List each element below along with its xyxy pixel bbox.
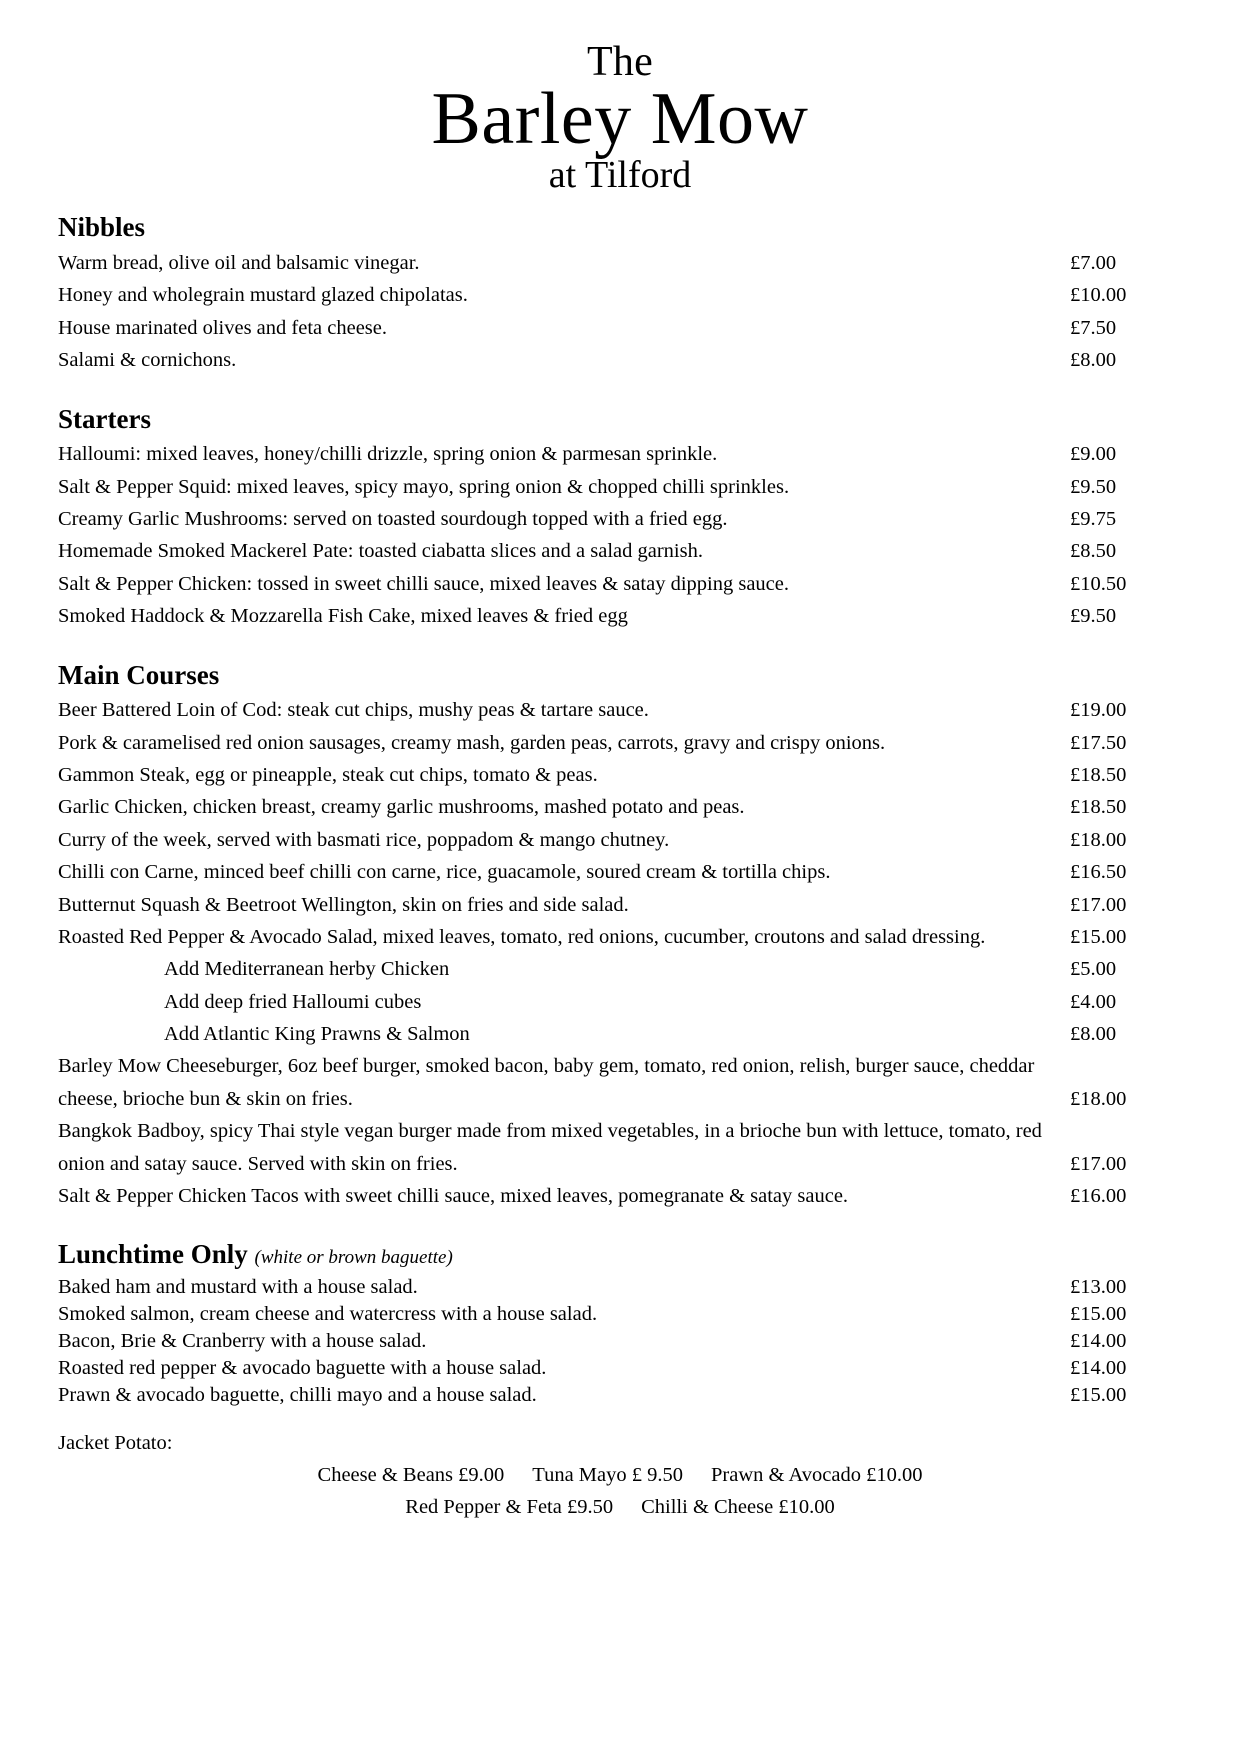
jacket-potato-option: Tuna Mayo £ 9.50 <box>532 1464 684 1487</box>
menu-item-price: £17.50 <box>1070 731 1127 754</box>
menu-item-row <box>58 921 1182 953</box>
menu-item-description: Homemade Smoked Mackerel Pate: toasted ciabatta slices and a salad garnish. <box>58 540 703 563</box>
menu-item-description: Roasted red pepper & avocado baguette with a house salad. <box>58 1357 547 1380</box>
menu-item-row <box>58 344 1182 376</box>
menu-section <box>58 403 1182 633</box>
menu-item-price: £7.00 <box>1070 252 1117 275</box>
menu-item-description: Warm bread, olive oil and balsamic vinegar. <box>58 252 420 275</box>
menu-item-price: £17.00 <box>1070 1152 1127 1175</box>
menu-item-price: £8.50 <box>1070 540 1117 563</box>
section-heading-text: Lunchtime Only <box>58 1239 248 1270</box>
menu-item-price: £17.00 <box>1070 893 1127 916</box>
menu-item-description: Smoked Haddock & Mozzarella Fish Cake, mixed leaves & fried egg <box>58 605 628 628</box>
menu-item-price: £14.00 <box>1070 1357 1127 1380</box>
menu-item-description: Salt & Pepper Chicken Tacos with sweet chilli sauce, mixed leaves, pomegranate & satay sauce. <box>58 1184 849 1207</box>
menu-item-list <box>58 694 1182 1212</box>
menu-item-price: £15.00 <box>1070 1384 1127 1407</box>
menu-item-price: £9.50 <box>1070 475 1117 498</box>
menu-sections <box>58 211 1182 1409</box>
menu-item-price: £9.75 <box>1070 508 1117 531</box>
menu-item-row <box>58 600 1182 632</box>
menu-item-price: £9.50 <box>1070 605 1117 628</box>
section-heading-text: Nibbles <box>58 212 146 243</box>
section-heading <box>58 1238 1182 1272</box>
menu-item-description: Garlic Chicken, chicken breast, creamy garlic mushrooms, mashed potato and peas. <box>58 796 745 819</box>
menu-section <box>58 211 1182 376</box>
jacket-potato-label: Jacket Potato: <box>58 1432 173 1455</box>
jacket-potato-options-row-1 <box>58 1460 1182 1492</box>
menu-item-row <box>58 535 1182 567</box>
menu-item-list <box>58 247 1182 377</box>
menu-item-price: £10.50 <box>1070 572 1127 595</box>
menu-item-description: Pork & caramelised red onion sausages, creamy mash, garden peas, carrots, gravy and crispy onions. <box>58 731 886 754</box>
menu-item-price: £13.00 <box>1070 1276 1127 1299</box>
menu-item-price: £9.00 <box>1070 443 1117 466</box>
menu-item-row <box>58 824 1182 856</box>
menu-item-row <box>58 1115 1182 1180</box>
menu-item-price: £7.50 <box>1070 316 1117 339</box>
menu-item-row <box>58 503 1182 535</box>
section-heading <box>58 659 1182 693</box>
menu-item-price: £18.50 <box>1070 796 1127 819</box>
menu-item-row <box>58 889 1182 921</box>
menu-item-description: Butternut Squash & Beetroot Wellington, skin on fries and side salad. <box>58 893 629 916</box>
menu-item-price: £4.00 <box>1070 990 1117 1013</box>
menu-item-row <box>58 953 1182 985</box>
menu-item-price: £18.00 <box>1070 828 1127 851</box>
menu-item-description: Prawn & avocado baguette, chilli mayo and a house salad. <box>58 1384 537 1407</box>
section-heading-note: (white or brown baguette) <box>254 1247 453 1269</box>
menu-item-row <box>58 1301 1182 1328</box>
menu-item-description: Smoked salmon, cream cheese and watercress with a house salad. <box>58 1303 598 1326</box>
jacket-potato-option: Prawn & Avocado £10.00 <box>711 1464 923 1487</box>
masthead-location: at Tilford <box>548 154 692 197</box>
menu-item-list <box>58 1274 1182 1409</box>
menu-item-price: £15.00 <box>1070 925 1127 948</box>
menu-item-row <box>58 1018 1182 1050</box>
menu-item-description: Add deep fried Halloumi cubes <box>164 990 422 1013</box>
jacket-potato-option: Chilli & Cheese £10.00 <box>641 1495 835 1518</box>
menu-item-description: Add Atlantic King Prawns & Salmon <box>164 1023 470 1046</box>
menu-item-description: Bacon, Brie & Cranberry with a house salad. <box>58 1330 427 1353</box>
menu-item-row <box>58 1180 1182 1212</box>
menu-item-description: Gammon Steak, egg or pineapple, steak cut chips, tomato & peas. <box>58 764 598 787</box>
menu-item-description: Curry of the week, served with basmati rice, poppadom & mango chutney. <box>58 828 670 851</box>
jacket-potato-option: Cheese & Beans £9.00 <box>317 1464 505 1487</box>
menu-item-description: Halloumi: mixed leaves, honey/chilli drizzle, spring onion & parmesan sprinkle. <box>58 443 718 466</box>
menu-item-price: £8.00 <box>1070 1023 1117 1046</box>
menu-item-description: Salt & Pepper Chicken: tossed in sweet chilli sauce, mixed leaves & satay dipping sauce. <box>58 572 789 595</box>
menu-item-description: Beer Battered Loin of Cod: steak cut chips, mushy peas & tartare sauce. <box>58 699 649 722</box>
menu-section <box>58 659 1182 1213</box>
masthead-line-the: The <box>587 39 653 85</box>
menu-item-row <box>58 279 1182 311</box>
menu-item-description: Honey and wholegrain mustard glazed chipolatas. <box>58 284 468 307</box>
menu-section <box>58 1238 1182 1409</box>
menu-item-description: House marinated olives and feta cheese. <box>58 316 388 339</box>
menu-item-price: £18.50 <box>1070 764 1127 787</box>
section-heading-text: Starters <box>58 403 151 434</box>
menu-item-price: £15.00 <box>1070 1303 1127 1326</box>
menu-item-row <box>58 247 1182 279</box>
menu-item-description: Add Mediterranean herby Chicken <box>164 958 450 981</box>
menu-item-row <box>58 759 1182 791</box>
menu-item-price: £14.00 <box>1070 1330 1127 1353</box>
menu-item-row <box>58 1382 1182 1409</box>
masthead <box>58 40 1182 197</box>
menu-item-price: £16.50 <box>1070 861 1127 884</box>
menu-item-row <box>58 1050 1182 1115</box>
menu-item-row <box>58 694 1182 726</box>
menu-item-row <box>58 1274 1182 1301</box>
menu-item-price: £10.00 <box>1070 284 1127 307</box>
menu-item-description: Barley Mow Cheeseburger, 6oz beef burger, smoked bacon, baby gem, tomato, red onion, relish, burger sauce, cheddar cheese, brioche bun & skin on fries. <box>58 1055 1035 1110</box>
menu-item-row <box>58 568 1182 600</box>
menu-item-price: £18.00 <box>1070 1087 1127 1110</box>
menu-item-description: Baked ham and mustard with a house salad. <box>58 1276 418 1299</box>
menu-item-price: £19.00 <box>1070 699 1127 722</box>
menu-item-description: Chilli con Carne, minced beef chilli con carne, rice, guacamole, soured cream & tortilla chips. <box>58 861 831 884</box>
menu-item-list <box>58 438 1182 632</box>
menu-item-price: £5.00 <box>1070 958 1117 981</box>
menu-item-description: Roasted Red Pepper & Avocado Salad, mixed leaves, tomato, red onions, cucumber, croutons and salad dressing. <box>58 925 986 948</box>
masthead-pub-name: Barley Mow <box>431 77 809 160</box>
menu-item-row <box>58 727 1182 759</box>
section-heading <box>58 211 1182 245</box>
section-heading-text: Main Courses <box>58 659 220 690</box>
jacket-potato-option: Red Pepper & Feta £9.50 <box>405 1495 614 1518</box>
menu-item-row <box>58 1328 1182 1355</box>
menu-item-row <box>58 986 1182 1018</box>
menu-item-row <box>58 856 1182 888</box>
menu-item-description: Salami & cornichons. <box>58 349 237 372</box>
section-heading <box>58 403 1182 437</box>
menu-item-price: £16.00 <box>1070 1184 1127 1207</box>
menu-item-description: Bangkok Badboy, spicy Thai style vegan burger made from mixed vegetables, in a brioche bun with lettuce, tomato, red onion and satay sauce. Served with skin on fries. <box>58 1120 1042 1175</box>
menu-item-description: Creamy Garlic Mushrooms: served on toasted sourdough topped with a fried egg. <box>58 508 728 531</box>
menu-item-price: £8.00 <box>1070 349 1117 372</box>
menu-item-row <box>58 312 1182 344</box>
menu-item-description: Salt & Pepper Squid: mixed leaves, spicy mayo, spring onion & chopped chilli sprinkles. <box>58 475 790 498</box>
menu-item-row <box>58 438 1182 470</box>
menu-item-row <box>58 471 1182 503</box>
jacket-potato-options-row-2 <box>58 1492 1182 1524</box>
menu-item-row <box>58 1355 1182 1382</box>
menu-item-row <box>58 791 1182 823</box>
